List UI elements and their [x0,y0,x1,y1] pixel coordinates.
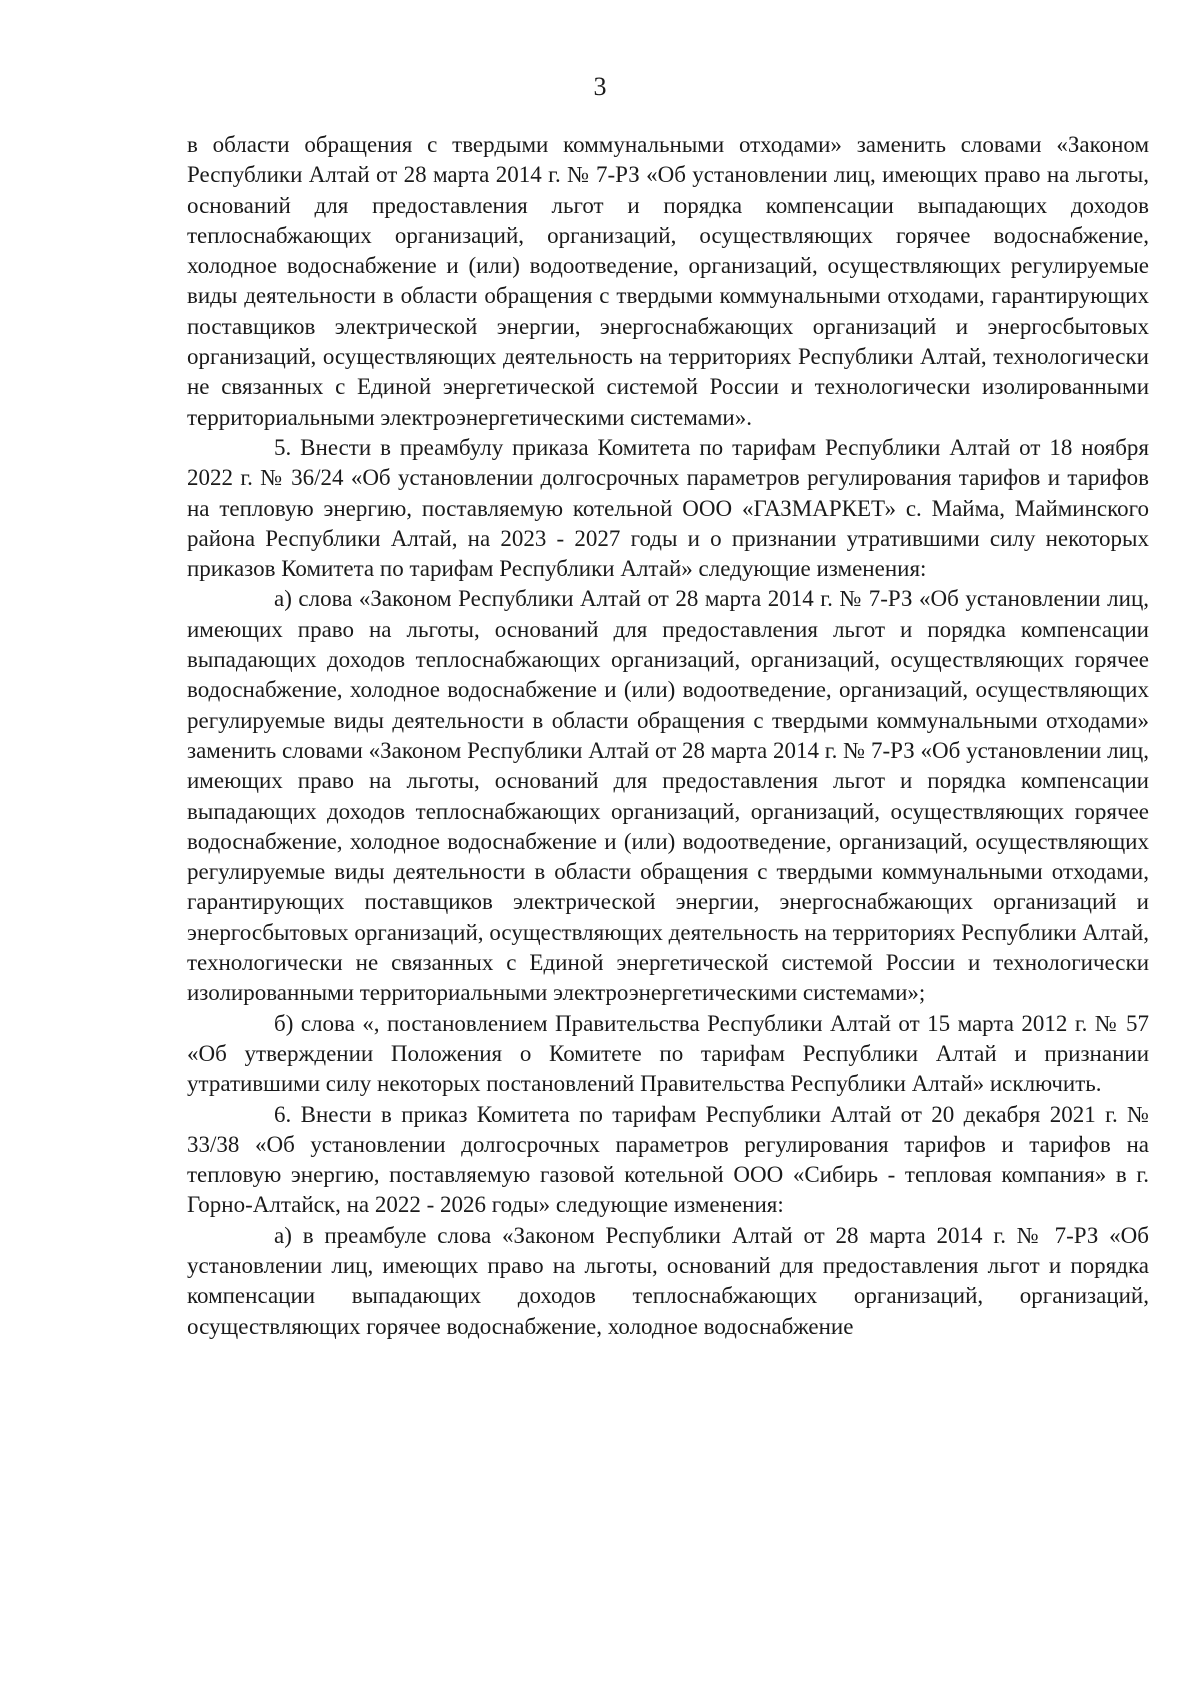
paragraph-item-5b: б) слова «, постановлением Правительства Республики Алтай от 15 марта 2012 г. № 57 «Об утверждении Положения о Комитете по тарифам Республики Алтай и признании утратившими силу некоторых постановлений Правительства Республики Алтай» исключить. [187,1010,1149,1097]
document-body [187,130,1149,1342]
paragraph-item-6: 6. Внести в приказ Комитета по тарифам Республики Алтай от 20 декабря 2021 г. № 33/38 «Об установлении долгосрочных параметров регулирования тарифов и тарифов на тепловую энергию, поставляемую газовой котельной ООО «Сибирь - тепловая компания» в г. Горно-Алтайск, на 2022 - 2026 годы» следующие изменения: [187,1101,1149,1218]
paragraph-item-5a: а) слова «Законом Республики Алтай от 28 марта 2014 г. № 7-РЗ «Об установлении лиц, имеющих право на льготы, оснований для предоставления льгот и порядка компенсации выпадающих доходов теплоснабжающих организаций, организаций, осуществляющих горячее водоснабжение, холодное водоснабжение и (или) водоотведение, организаций, осуществляющих регулируемые виды деятельности в области обращения с твердыми коммунальными отходами» заменить словами «Законом Республики Алтай от 28 марта 2014 г. № 7-РЗ «Об установлении лиц, имеющих право на льготы, оснований для предоставления льгот и порядка компенсации выпадающих доходов теплоснабжающих организаций, организаций, осуществляющих горячее водоснабжение, холодное водоснабжение и (или) водоотведение, организаций, осуществляющих регулируемые виды деятельности в области обращения с твердыми коммунальными отходами, гарантирующих поставщиков электрической энергии, энергоснабжающих организаций и энергосбытовых организаций, осуществляющих деятельность на территориях Республики Алтай, технологически не связанных с Единой энергетической системой России и технологически изолированными территориальными электроэнергетическими системами»; [187,586,1149,1006]
paragraph-item-5: 5. Внести в преамбулу приказа Комитета по тарифам Республики Алтай от 18 ноября 2022 г. № 36/24 «Об установлении долгосрочных параметров регулирования тарифов и тарифов на тепловую энергию, поставляемую котельной ООО «ГАЗМАРКЕТ» с. Майма, Майминского района Республики Алтай, на 2023 - 2027 годы и о признании утратившими силу некоторых приказов Комитета по тарифам Республики Алтай» следующие изменения: [187,434,1149,582]
paragraph-item-6a: а) в преамбуле слова «Законом Республики Алтай от 28 марта 2014 г. № 7-РЗ «Об установлении лиц, имеющих право на льготы, оснований для предоставления льгот и порядка компенсации выпадающих доходов теплоснабжающих организаций, организаций, осуществляющих горячее водоснабжение, холодное водоснабжение [187,1222,1149,1339]
paragraph-continuation: в области обращения с твердыми коммунальными отходами» заменить словами «Законом Республики Алтай от 28 марта 2014 г. № 7-РЗ «Об установлении лиц, имеющих право на льготы, оснований для предоставления льгот и порядка компенсации выпадающих доходов теплоснабжающих организаций, организаций, осуществляющих горячее водоснабжение, холодное водоснабжение и (или) водоотведение, организаций, осуществляющих регулируемые виды деятельности в области обращения с твердыми коммунальными отходами, гарантирующих поставщиков электрической энергии, энергоснабжающих организаций и энергосбытовых организаций, осуществляющих деятельность на территориях Республики Алтай, технологически не связанных с Единой энергетической системой России и технологически изолированными территориальными электроэнергетическими системами». [187,132,1149,430]
page-number: 3 [593,72,607,101]
